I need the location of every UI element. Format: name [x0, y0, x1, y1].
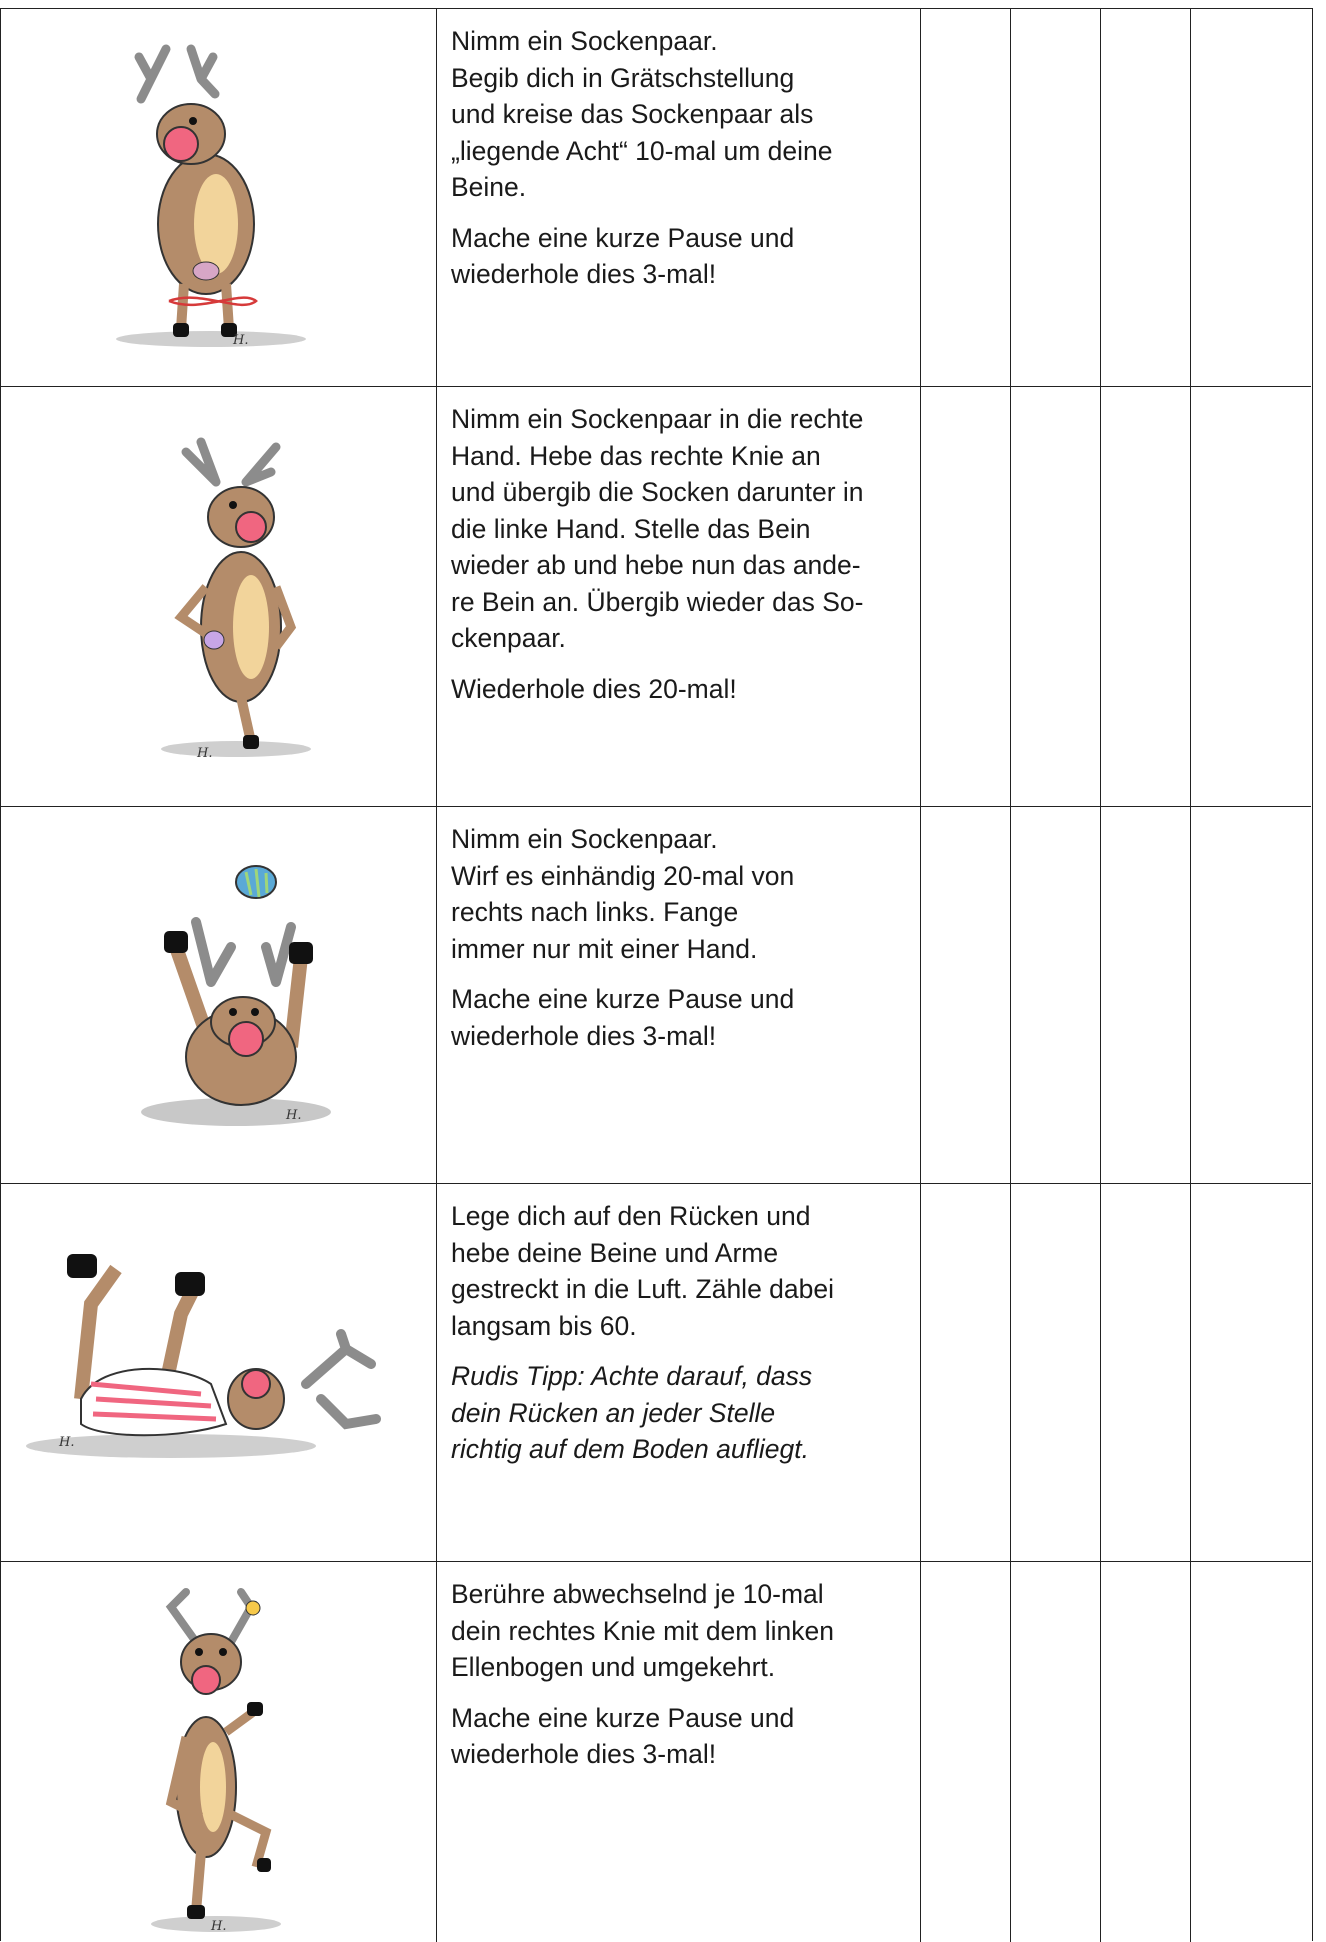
- repeat-text: Mache eine kurze Pause und wiederhole dies 3-mal!: [451, 984, 795, 1051]
- illustration-cell: [1, 387, 437, 806]
- check-box[interactable]: [1101, 387, 1191, 806]
- reindeer-juggling-illustration: [1, 807, 437, 1183]
- check-box[interactable]: [1191, 387, 1311, 806]
- reindeer-socks-figure-eight-illustration: [1, 9, 437, 386]
- repeat-text: Mache eine kurze Pause und wiederhole dies 3-mal!: [451, 222, 795, 289]
- check-box[interactable]: [921, 387, 1011, 806]
- reindeer-knee-pass-illustration: [1, 387, 437, 806]
- check-box[interactable]: [1191, 807, 1311, 1183]
- signature: H.: [233, 333, 249, 348]
- exercise-table: [0, 8, 1313, 1941]
- instruction-cell: [437, 1184, 921, 1561]
- check-box[interactable]: [921, 9, 1011, 386]
- signature: H.: [197, 746, 213, 761]
- check-box[interactable]: [921, 1562, 1011, 1942]
- check-box[interactable]: [1011, 1184, 1101, 1561]
- signature: H.: [286, 1108, 302, 1123]
- table-row: [1, 387, 1311, 807]
- check-box[interactable]: [1011, 387, 1101, 806]
- illustration-cell: [1, 9, 437, 386]
- reindeer-lying-illustration: [1, 1184, 437, 1561]
- check-box[interactable]: [921, 1184, 1011, 1561]
- check-box[interactable]: [1101, 1184, 1191, 1561]
- instruction-cell: [437, 387, 921, 806]
- illustration-cell: [1, 1184, 437, 1561]
- check-box[interactable]: [1011, 1562, 1101, 1942]
- table-row: [1, 807, 1311, 1184]
- check-box[interactable]: [1191, 1184, 1311, 1561]
- instruction-text: Nimm ein Sockenpaar. Wirf es einhändig 20-mal von rechts nach links. Fange immer nur mit einer Hand.: [451, 824, 795, 964]
- check-box[interactable]: [1011, 807, 1101, 1183]
- illustration-cell: [1, 807, 437, 1183]
- signature: H.: [59, 1435, 75, 1450]
- instruction-text: Lege dich auf den Rücken und hebe deine Beine und Arme gestreckt in die Luft. Zähle dabei langsam bis 60.: [451, 1201, 835, 1341]
- check-box[interactable]: [1101, 9, 1191, 386]
- table-row: [1, 1184, 1311, 1562]
- repeat-text: Mache eine kurze Pause und wiederhole dies 3-mal!: [451, 1702, 795, 1769]
- table-row: [1, 1562, 1311, 1942]
- instruction-text: Berühre abwechselnd je 10-mal dein rechtes Knie mit dem linken Ellenbogen und umgekehrt.: [451, 1579, 834, 1682]
- check-box[interactable]: [1191, 1562, 1311, 1942]
- instruction-cell: [437, 807, 921, 1183]
- instruction-text: Nimm ein Sockenpaar. Begib dich in Grätschstellung und kreise das Sockenpaar als „liegende Acht“ 10-mal um deine Beine.: [451, 26, 833, 202]
- instruction-cell: [437, 1562, 921, 1942]
- check-box[interactable]: [1101, 1562, 1191, 1942]
- check-box[interactable]: [921, 807, 1011, 1183]
- illustration-cell: [1, 1562, 437, 1942]
- instruction-text: Nimm ein Sockenpaar in die rechte Hand. Hebe das rechte Knie an und übergib die Socken darunter in die linke Hand. Stelle das Bein wieder ab und hebe nun das ande- re Bein an. Übergib wieder das So- ckenpaar.: [451, 404, 864, 653]
- instruction-cell: [437, 9, 921, 386]
- table-row: [1, 9, 1311, 387]
- signature: H.: [211, 1919, 227, 1934]
- check-box[interactable]: [1191, 9, 1311, 386]
- check-box[interactable]: [1011, 9, 1101, 386]
- tip-text: Rudis Tipp: Achte darauf, dass dein Rücken an jeder Stelle richtig auf dem Boden aufliegt.: [451, 1361, 813, 1464]
- reindeer-elbow-knee-illustration: [1, 1562, 437, 1942]
- check-box[interactable]: [1101, 807, 1191, 1183]
- repeat-text: Wiederhole dies 20-mal!: [451, 673, 737, 704]
